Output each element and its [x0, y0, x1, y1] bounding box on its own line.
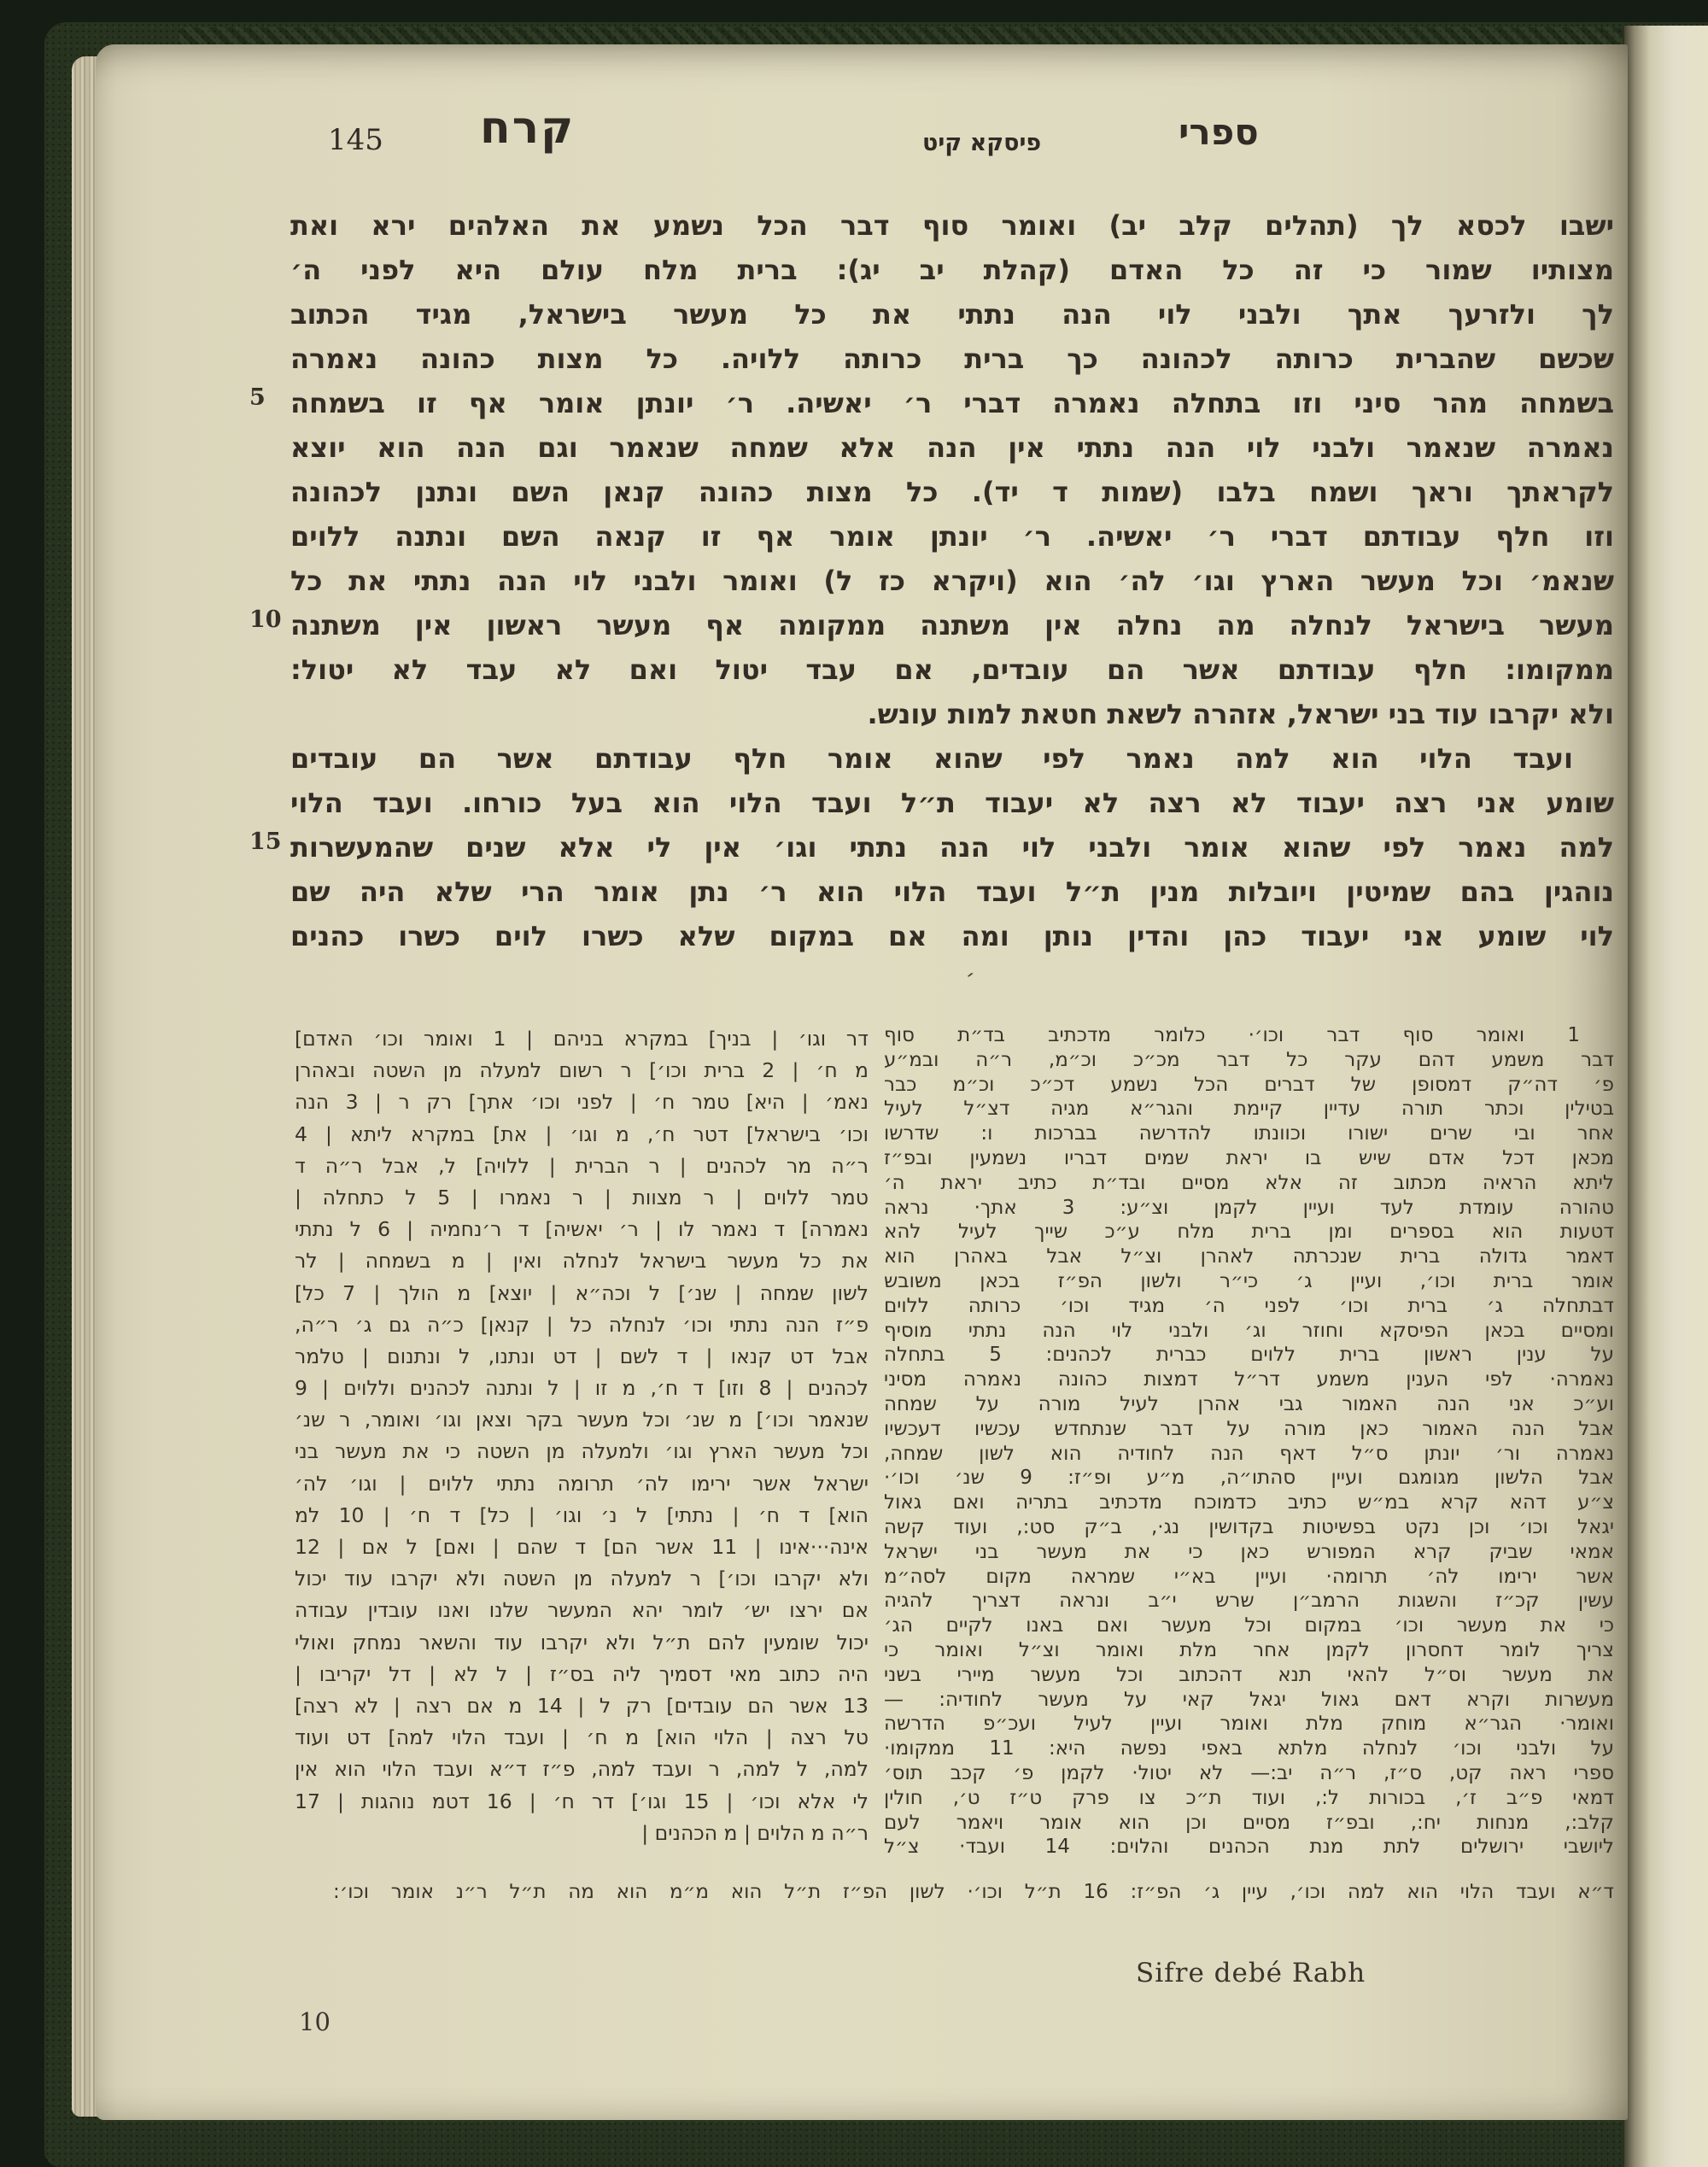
apparatus-commentary-line: טהורה עומדת לעד ועיין לקמן וצ״ע: 3 אתך· נראה — [884, 1196, 1614, 1219]
apparatus-variants-line: וכו׳ בישראל] דטר ח׳, מ וגו׳ | את] במקרא ליתא | 4 — [295, 1122, 869, 1146]
apparatus-variants-line: יכול שומעין להם ת״ל ולא יקרבו עוד והשאר נמחק ואולי — [295, 1630, 869, 1655]
main-text-line: מעשר בישראל לנחלה מה נחלה אין משתנה ממקומה אף מעשר ראשון אין משתנה — [290, 609, 1614, 641]
apparatus-commentary-line: קלב:, מנחות יח:, ובפ״ז מסיים וכן הוא אומר ויאמר לעם — [884, 1811, 1614, 1834]
scanned-page — [96, 44, 1628, 2120]
apparatus-variants-line: נאמרה] ד נאמר לו | ר׳ יאשיה] ד ר׳נחמיה | 6 ל נתתי — [295, 1217, 869, 1242]
main-text-line: נוהגין בהם שמיטין ויובלות מנין ת״ל ועבד הלוי הוא ר׳ נתן אומר הרי שלא היה שם — [290, 876, 1614, 908]
apparatus-commentary-line: את מעשר וס״ל להאי תנא דהכתוב וכל מעשר מיירי בשני — [884, 1663, 1614, 1686]
page-number-header: 145 — [328, 123, 383, 157]
main-text-line: שנאמ׳ וכל מעשר הארץ וגו׳ לה׳ הוא (ויקרא כז ל) ואומר ולבני לוי הנה נתתי את כל — [290, 565, 1614, 597]
series-imprint-latin: Sifre debé Rabh — [1136, 1958, 1366, 1988]
apparatus-commentary-line: פ׳ דה״ק דמסופן של דברים הכל נשמע דכ״כ וכ״מ כבר — [884, 1073, 1614, 1096]
apparatus-commentary-line: אחר ובי שרים ישורו וכוונתו להדרשה בברכות ו: שדרשו — [884, 1122, 1614, 1145]
apparatus-variants-line: ר״ה מ הלוים | מ הכהנים | — [641, 1820, 869, 1845]
main-text-line: שכשם שהברית כרותה לכהונה כך ברית כרותה ללויה. כל מצות כהונה נאמרה — [290, 343, 1614, 375]
apparatus-commentary-line: נאמרה ור׳ יונתן ס״ל דאף הנה לחודיה הוא לשון שמחה, — [884, 1442, 1614, 1465]
apparatus-variants-line: נאמ׳ | היא] טמר ח׳ | לפני וכו׳ אתך] רק ר | 3 הנה — [295, 1090, 869, 1115]
apparatus-variants-line: 13 אשר הם עובדים] רק ל | 14 מ אם רצה | לא רצה] — [295, 1693, 869, 1718]
apparatus-variants-line: לשון שמחה | שנ׳] ל וכה״א | יוצא] מ הולך | 7 כל] — [295, 1280, 869, 1305]
apparatus-commentary-line: נאמרה· לפי הענין משמע דר״ל דמצות כהונה נאמרה מסיני — [884, 1368, 1614, 1391]
apparatus-variants-line: היה כתוב מאי דסמיך ליה בס״ז | ל לא | דל יקריבו | — [295, 1661, 869, 1686]
running-head-series-title: ספרי — [1179, 111, 1259, 153]
apparatus-commentary-line: צ״ע דהא קרא במ״ש כתיב כדמוכח מדכתיב בתריה ואם גאול — [884, 1491, 1614, 1514]
apparatus-commentary-line: ספרי ראה קט, ס״ז, ר״ה יב:— לא יטול· לקמן פ׳ קכב תוס׳ — [884, 1761, 1614, 1784]
apparatus-commentary-line: אבל הלשון מגומגם ועיין סהתו״ה, מ״ע ופ״ז: 9 שנ׳ וכו׳· — [884, 1467, 1614, 1490]
apparatus-commentary-line: דבתחלה ג׳ ברית וכו׳ לפני ה׳ מגיד וכו׳ כרותה ללוים — [884, 1294, 1614, 1317]
apparatus-commentary-line: דמאי פ״ב ז׳, בכורות ל:, ועוד ת״כ צו פרק ט״ז ט׳, חולין — [884, 1786, 1614, 1809]
running-head-piska: פיסקא קיט — [922, 130, 1042, 156]
apparatus-commentary-line: וע״כ אני הנה האמור גבי אהרן לעיל מורה על שמחה — [884, 1392, 1614, 1415]
main-text-line: נאמרה שנאמר ולבני לוי הנה נתתי אין הנה אלא שמחה שנאמר וגם הנה הוא יוצא — [290, 431, 1614, 464]
apparatus-commentary-column — [884, 1023, 1614, 1860]
apparatus-variants-line: אם ירצו יש׳ לומר יהא המעשר שלנו ואנו עובדין עבודה — [295, 1598, 869, 1623]
margin-line-number-15: 15 — [249, 829, 282, 855]
apparatus-full-width-line: ד״א ועבד הלוי הוא למה וכו׳, עיין ג׳ הפ״ז: 16 ת״ל וכו׳· לשון הפ״ז ת״ל הוא מ״מ הוא מה ת״ל ר״נ אומר וכו׳: — [333, 1881, 1614, 1903]
apparatus-commentary-line: על ענין ראשון ברית ללוים כברית לכהנים: 5 בתחלה — [884, 1344, 1614, 1367]
apparatus-commentary-line: אומר ברית וכו׳, ועיין ג׳ כי״ר ולשון הפ״ז בכאן משובש — [884, 1269, 1614, 1292]
facing-page-edge — [1624, 26, 1708, 2167]
apparatus-commentary-line: 1 ואומר סוף דבר וכו׳· כלומר מדכתיב בד״ת סוף — [884, 1024, 1580, 1046]
apparatus-commentary-line: אשר ירימו לה׳ תרומה· ועיין בא״י שמראה מקום לסה״מ — [884, 1565, 1614, 1588]
apparatus-commentary-line: אבל הנה האמור כאן מורה על דבר שנתחדש עכשיו דעכשיו — [884, 1417, 1614, 1440]
main-text-block — [290, 203, 1614, 958]
running-head-parsha: קרח — [480, 102, 576, 154]
apparatus-commentary-line: ליושבי ירושלים לתת מנת הכהנים והלוים: 14 ועבד· צ״ל — [884, 1836, 1614, 1859]
main-text-line: לוי שומע אני יעבוד כהן והדין נותן ומה אם במקום שלא כשרו לוים כשרו כהנים — [290, 920, 1614, 952]
main-text-line: מצותיו שמור כי זה כל האדם (קהלת יב יג): ברית מלח עולם היא לפני ה׳ — [290, 254, 1614, 286]
apparatus-variants-line: לכהנים | 8 וזו] ד ח׳, מ זו | ל ונתנה לכהנים וללוים | 9 — [295, 1376, 869, 1401]
page-number-footer: 10 — [299, 2007, 330, 2036]
apparatus-variants-line: דר וגו׳ | בניך] במקרא בניהם | 1 ואומר וכו׳ האדם] — [295, 1027, 869, 1051]
apparatus-commentary-line: ליתא הראיה מכתוב זה אלא מסיים ובד״ת כתיב יראת ה׳ — [884, 1171, 1614, 1194]
apparatus-variants-line: וכל מעשר הארץ וגו׳ ולמעלה מן השטה כי את מעשר בני — [295, 1439, 869, 1464]
apparatus-commentary-line: אמאי שביק קרא המפורש כאן כי את מעשר בני ישראל — [884, 1540, 1614, 1563]
apparatus-variants-line: מ ח׳ | 2 ברית וכו׳] ר רשום למעלה מן השטה ובאהרן — [295, 1058, 869, 1083]
apparatus-variants-line: שנאמר וכו׳] מ שנ׳ וכל מעשר בקר וצאן וגו׳ ואומר, ר שנ׳ — [295, 1408, 869, 1432]
stray-ink-mark: ׳ — [962, 964, 977, 992]
main-text-line: ועבד הלוי הוא למה נאמר לפי שהוא אומר חלף עבודתם אשר הם עובדים — [290, 742, 1573, 775]
main-text-line: ממקומו: חלף עבודתם אשר הם עובדים, אם עבד יטול ואם לא עבד לא יטול: — [290, 653, 1614, 686]
apparatus-commentary-line: עשין קכ״ז והשגות הרמב״ן שרש י״ב ונראה דצריך להגיה — [884, 1590, 1614, 1613]
margin-line-number-10: 10 — [249, 606, 282, 633]
main-text-line: וזו חלף עבודתם דברי ר׳ יאשיה. ר׳ יונתן אומר אף זו קנאה השם ונתנה ללוים — [290, 520, 1614, 553]
apparatus-variants-line: את כל מעשר בישראל לנחלה ואין | מ בשמחה | לר — [295, 1249, 869, 1274]
apparatus-commentary-line: ואומר· הגר״א מוחק מלת ואומר ועיין לעיל ועכ״פ הדרשה — [884, 1713, 1614, 1736]
apparatus-commentary-line: על ולבני וכו׳ לנחלה מלתא באפי נפשה היא: 11 ממקומו· — [884, 1737, 1614, 1760]
apparatus-variants-line: פ״ז הנה נתתי וכו׳ לנחלה כל | קנאן] כ״ה גם ג׳ ר״ה, — [295, 1312, 869, 1337]
main-text-line: ישבו לכסא לך (תהלים קלב יב) ואומר סוף דבר הכל נשמע את האלהים ירא ואת — [290, 209, 1614, 242]
apparatus-variants-line: אבל דט קנאו | ד לשם | דט ונתנו, ל ונתנום | טלמר — [295, 1344, 869, 1368]
apparatus-commentary-line: מכאן דכל אדם שיש בו יראת שמים דבריו נשמעין ובפ״ז — [884, 1146, 1614, 1169]
apparatus-commentary-line: בטילין וכתר תורה עדיין קיימת והגר״א מגיה דצ״ל לעיל — [884, 1098, 1614, 1121]
apparatus-commentary-line: דאמר גדולה ברית שנכרתה לאהרן וצ״ל אבל באהרן הוא — [884, 1245, 1614, 1268]
apparatus-variants-line: ישראל אשר ירימו לה׳ תרומה נתתי ללוים | וגו׳ לה׳ — [295, 1471, 869, 1496]
apparatus-commentary-line: כי את מעשר וכו׳ במקום וכל מעשר ואם באנו לקיים הג׳ — [884, 1614, 1614, 1637]
apparatus-commentary-line: ומסיים בכאן הפיסקא וחוזר וג׳ ולבני לוי הנה נתתי מוסיף — [884, 1319, 1614, 1342]
apparatus-commentary-line: צריך לומר דחסרון לקמן אחר מלת ואומר וצ״ל ואומר כי — [884, 1638, 1614, 1661]
apparatus-commentary-line: יגאל וכו׳ וכן נקט בפשיטות בקדושין נג·, ב״ק סט:, ועוד קשה — [884, 1515, 1614, 1538]
apparatus-commentary-line: דבר משמע דהם עקר כל דבר מכ״כ וכ״מ, ר״ה ובמ״ע — [884, 1048, 1614, 1071]
apparatus-variants-line: לי אלא וכו׳ | 15 וגו׳] דר ח׳ | 16 דטמ נוהגות | 17 — [295, 1789, 869, 1813]
apparatus-commentary-line: מעשרות וקרא דאם גאול יגאל קאי על מעשר לחודיה: — — [884, 1688, 1614, 1711]
apparatus-commentary-line: דטעות הוא בספרים ומן ברית מלח ע״כ שייך לעיל להא — [884, 1221, 1614, 1244]
main-text-line: בשמחה מהר סיני וזו בתחלה נאמרה דברי ר׳ יאשיה. ר׳ יונתן אומר אף זו בשמחה — [290, 387, 1614, 419]
apparatus-variants-line: למה, ל למה, ר ועבד למה, פ״ז ד״א ועבד הלוי הוא אין — [295, 1757, 869, 1782]
apparatus-variants-column — [295, 1023, 869, 1849]
main-text-line: לך ולזרעך אתך ולבני לוי הנה נתתי את כל מעשר בישראל, מגיד הכתוב — [290, 298, 1614, 331]
apparatus-variants-line: טמר ללוים | ר מצוות | ר נאמרו | 5 ל כתחלה | — [295, 1185, 869, 1209]
main-text-line: לקראתך וראך ושמח בלבו (שמות ד יד). כל מצות כהונה קנאן השם ונתנן לכהונה — [290, 476, 1614, 508]
margin-line-number-5: 5 — [249, 384, 266, 411]
apparatus-variants-line: ולא יקרבו וכו׳] ר למעלה מן השטה ולא יקרבו עוד יכול — [295, 1567, 869, 1591]
main-text-line: שומע אני רצה יעבוד לא רצה לא יעבוד ת״ל ועבד הלוי הוא בעל כורחו. ועבד הלוי — [290, 787, 1614, 819]
apparatus-variants-line: טל רצה | הלוי הוא] מ ח׳ | ועבד הלוי למה] דט ועוד — [295, 1725, 869, 1750]
apparatus-variants-line: ר״ה מר לכהנים | ר הברית | ללויה] ל, אבל ר״ה ד — [295, 1153, 869, 1178]
apparatus-variants-line: אינה···אינו | 11 אשר הם] ד שהם | ואם] ל אם | 12 — [295, 1535, 869, 1559]
main-text-line: ולא יקרבו עוד בני ישראל, אזהרה לשאת חטאת למות עונש. — [867, 698, 1614, 730]
main-text-line: למה נאמר לפי שהוא אומר ולבני לוי הנה נתתי וגו׳ אין לי אלא שנים שהמעשרות — [290, 831, 1614, 864]
apparatus-variants-line: הוא] ד ח׳ | נתתי] ל נ׳ וגו׳ | כל] ד ח׳ | 10 למ — [295, 1502, 869, 1527]
